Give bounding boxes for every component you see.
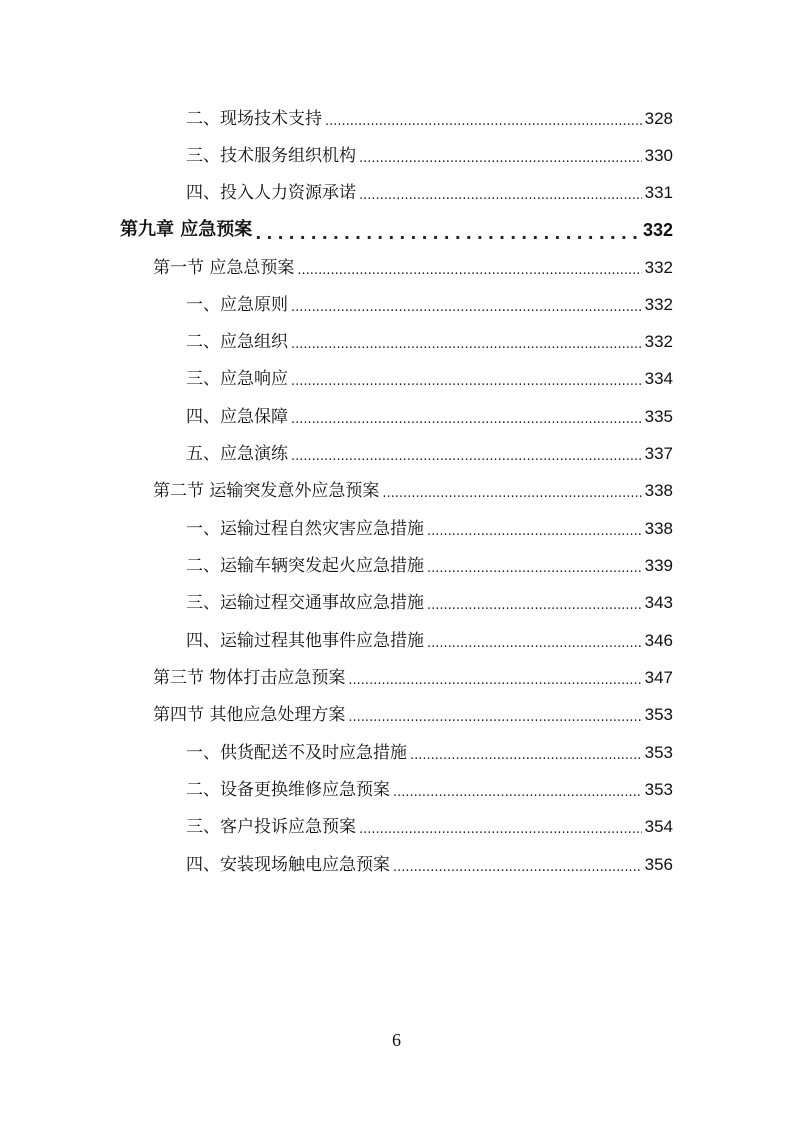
toc-entry-title: 第三节 物体打击应急预案 (153, 668, 346, 688)
toc-entry-title: 三、应急响应 (186, 369, 288, 389)
toc-entry-page: 337 (644, 444, 673, 463)
dot-leader (255, 228, 640, 248)
dot-leader (427, 638, 642, 659)
dot-leader (427, 600, 642, 621)
toc-entry-page: 338 (644, 481, 673, 500)
toc-section-entry[interactable] (153, 250, 673, 286)
toc-entry-page: 335 (644, 407, 673, 426)
toc-chapter-entry[interactable] (120, 212, 673, 248)
dot-leader (325, 116, 642, 137)
toc-entry-title: 二、应急组织 (186, 332, 288, 352)
toc-entry-title: 四、应急保障 (186, 407, 288, 427)
toc-entry-page: 330 (644, 146, 673, 165)
dot-leader (393, 862, 642, 883)
toc-entry-page: 339 (644, 556, 673, 575)
toc-entry[interactable] (186, 101, 673, 137)
toc-entry[interactable] (186, 772, 673, 808)
toc-entry-page: 332 (644, 295, 673, 314)
toc-entry-page: 338 (644, 519, 673, 538)
dot-leader (393, 787, 642, 808)
toc-entry-page: 347 (644, 668, 673, 687)
toc-entry-page: 356 (644, 855, 673, 874)
toc-entry-title: 五、应急演练 (186, 444, 288, 464)
dot-leader (291, 414, 642, 435)
toc-entry[interactable] (186, 361, 673, 397)
dot-leader (291, 302, 642, 323)
toc-entry-page: 354 (644, 817, 673, 836)
dot-leader (427, 526, 642, 547)
toc-entry[interactable] (186, 585, 673, 621)
dot-leader (359, 824, 642, 845)
toc-entry-title: 四、投入人力资源承诺 (186, 183, 356, 203)
toc-entry-title: 三、运输过程交通事故应急措施 (186, 593, 424, 613)
toc-entry[interactable] (186, 324, 673, 360)
toc-entry-page: 331 (644, 183, 673, 202)
toc-entry[interactable] (186, 175, 673, 211)
toc-entry[interactable] (186, 138, 673, 174)
toc-entry-page: 334 (644, 369, 673, 388)
toc-entry[interactable] (186, 287, 673, 323)
toc-entry-title: 第四节 其他应急处理方案 (153, 705, 346, 725)
toc-entry-page: 346 (644, 631, 673, 650)
dot-leader (410, 750, 642, 771)
toc-entry-title: 一、供货配送不及时应急措施 (186, 743, 407, 763)
toc-section-entry[interactable] (153, 660, 673, 696)
toc-entry-title: 二、设备更换维修应急预案 (186, 780, 390, 800)
dot-leader (359, 153, 642, 174)
toc-entry-title: 第一节 应急总预案 (153, 258, 295, 278)
toc-entry-title: 四、运输过程其他事件应急措施 (186, 631, 424, 651)
toc-entry-page: 332 (642, 220, 673, 240)
toc-entry[interactable] (186, 847, 673, 883)
toc-entry-title: 一、应急原则 (186, 295, 288, 315)
dot-leader (348, 712, 641, 733)
toc-entry-page: 332 (644, 258, 673, 277)
toc-entry[interactable] (186, 436, 673, 472)
toc-entry[interactable] (186, 623, 673, 659)
toc-section-entry[interactable] (153, 473, 673, 509)
toc-entry-title: 四、安装现场触电应急预案 (186, 855, 390, 875)
toc-entry-title: 二、现场技术支持 (186, 109, 322, 129)
dot-leader (382, 488, 641, 509)
toc-entry-title: 三、客户投诉应急预案 (186, 817, 356, 837)
dot-leader (291, 451, 642, 472)
toc-entry-page: 343 (644, 593, 673, 612)
toc-entry-page: 353 (644, 743, 673, 762)
dot-leader (427, 563, 642, 584)
toc-entry-title: 第九章 应急预案 (120, 219, 253, 240)
toc-entry-page: 353 (644, 780, 673, 799)
toc-section-entry[interactable] (153, 697, 673, 733)
toc-entry[interactable] (186, 399, 673, 435)
toc-entry[interactable] (186, 511, 673, 547)
toc-entry-title: 一、运输过程自然灾害应急措施 (186, 519, 424, 539)
dot-leader (291, 339, 642, 360)
page-number: 6 (392, 1030, 401, 1050)
toc-entry-page: 353 (644, 705, 673, 724)
dot-leader (359, 190, 642, 211)
toc-entry[interactable] (186, 809, 673, 845)
toc-entry[interactable] (186, 548, 673, 584)
dot-leader (297, 265, 641, 286)
toc-entry-title: 二、运输车辆突发起火应急措施 (186, 556, 424, 576)
dot-leader (291, 376, 642, 397)
toc-entry-page: 332 (644, 332, 673, 351)
toc-entry-page: 328 (644, 109, 673, 128)
toc-entry-title: 三、技术服务组织机构 (186, 146, 356, 166)
toc-entry-title: 第二节 运输突发意外应急预案 (153, 481, 380, 501)
dot-leader (348, 675, 641, 696)
toc-entry[interactable] (186, 735, 673, 771)
